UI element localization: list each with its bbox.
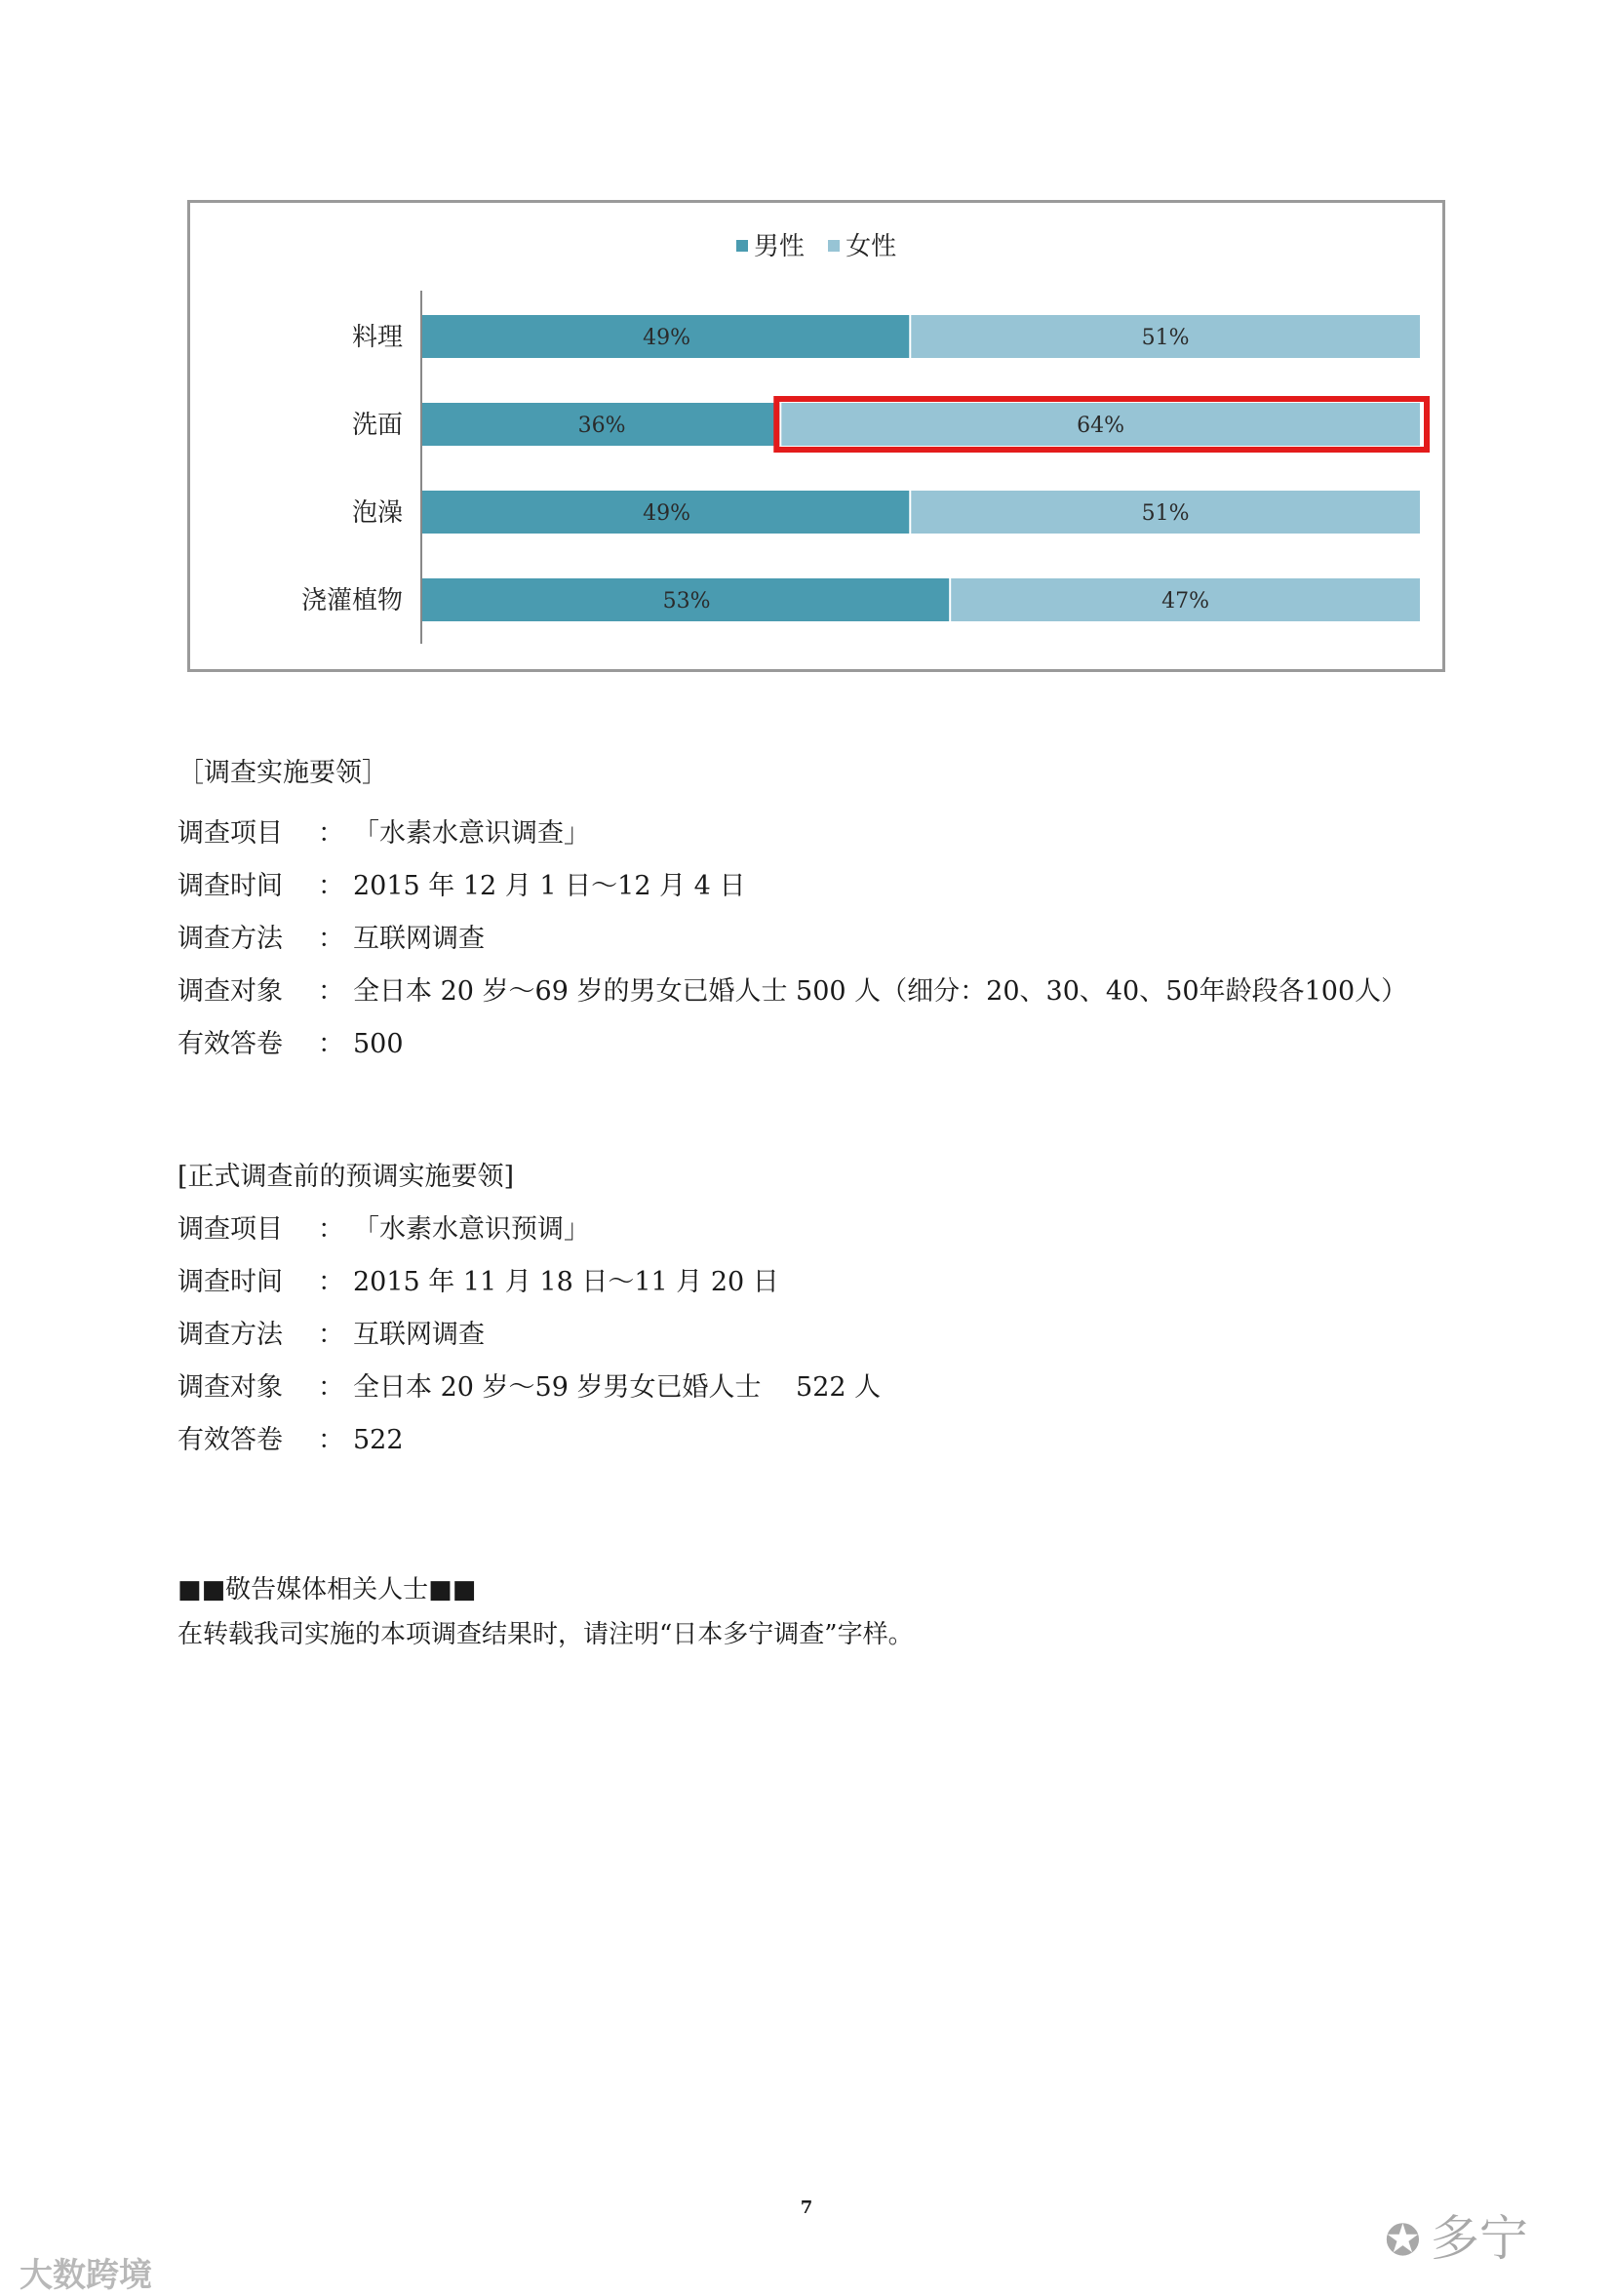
category-label: 浇灌植物 <box>300 586 403 615</box>
info-key: 调查对象 <box>177 1372 283 1403</box>
survey-rows <box>177 808 1407 1071</box>
data-label: 53% <box>662 589 711 614</box>
stacked-bar-chart <box>190 203 1442 669</box>
pre-survey-title: [正式调查前的预调实施要领] <box>177 1162 515 1192</box>
legend-label-male: 男性 <box>753 232 805 261</box>
info-value: 2015 年 12 月 1 日～12 月 4 日 <box>353 871 746 901</box>
info-separator: ： <box>318 1425 344 1455</box>
info-value: 「水素水意识预调」 <box>353 1214 590 1245</box>
info-value: 500 <box>353 1029 404 1059</box>
info-row <box>177 966 1407 1018</box>
watermark-logo-right: ✪ 多宁 <box>1385 2210 1528 2267</box>
notice-text: 在转载我司实施的本项调查结果时，请注明“日本多宁调查”字样。 <box>177 1620 914 1649</box>
info-key: 有效答卷 <box>177 1029 283 1059</box>
info-key: 调查方法 <box>177 924 283 954</box>
category-label: 泡澡 <box>351 498 403 528</box>
info-separator: ： <box>318 1029 344 1059</box>
info-row <box>177 1018 1407 1071</box>
pre-survey-section <box>177 1151 881 1467</box>
data-label: 49% <box>643 501 691 526</box>
info-key: 调查项目 <box>177 1214 283 1245</box>
info-separator: ： <box>318 1320 344 1350</box>
info-key: 调查时间 <box>177 1267 283 1297</box>
watermark-logo-left: 大数跨境 <box>20 2256 152 2295</box>
info-key: 有效答卷 <box>177 1425 283 1455</box>
info-value: 2015 年 11 月 18 日～11 月 20 日 <box>353 1267 779 1297</box>
info-key: 调查时间 <box>177 871 283 901</box>
page-number: 7 <box>800 2197 813 2218</box>
info-separator: ： <box>318 818 344 849</box>
info-key: 调查项目 <box>177 818 283 849</box>
info-value: 「水素水意识调查」 <box>353 818 590 849</box>
survey-section <box>177 747 1407 1071</box>
info-row <box>177 1362 881 1414</box>
data-label: 47% <box>1161 589 1210 614</box>
category-label: 洗面 <box>351 411 403 440</box>
info-value: 互联网调查 <box>353 924 485 954</box>
media-notice <box>177 1567 914 1657</box>
wechat-icon: ✪ <box>1385 2216 1421 2266</box>
info-row <box>177 1204 881 1256</box>
info-value: 522 <box>353 1425 404 1455</box>
info-value: 全日本 20 岁～69 岁的男女已婚人士 500 人（细分：20、30、40、50年龄段各100人） <box>353 976 1408 1007</box>
info-row <box>177 860 1407 913</box>
info-row <box>177 913 1407 966</box>
info-separator: ： <box>318 924 344 954</box>
data-label: 64% <box>1077 414 1125 438</box>
info-separator: ： <box>318 976 344 1007</box>
chart-container <box>187 200 1445 672</box>
category-label: 料理 <box>351 323 403 352</box>
legend-label-female: 女性 <box>846 232 897 261</box>
info-row <box>177 1309 881 1362</box>
info-row <box>177 1414 881 1467</box>
info-value: 互联网调查 <box>353 1320 485 1350</box>
info-value: 全日本 20 岁～59 岁男女已婚人士 522 人 <box>353 1372 882 1403</box>
pre-survey-rows <box>177 1204 881 1467</box>
info-separator: ： <box>318 871 344 901</box>
data-label: 51% <box>1141 326 1190 350</box>
data-label: 36% <box>577 414 626 438</box>
notice-heading: ■■敬告媒体相关人士■■ <box>177 1575 477 1604</box>
info-key: 调查方法 <box>177 1320 283 1350</box>
info-row <box>177 808 1407 860</box>
data-label: 51% <box>1141 501 1190 526</box>
survey-title: ［调查实施要领］ <box>177 758 388 788</box>
info-separator: ： <box>318 1372 344 1403</box>
info-row <box>177 1256 881 1309</box>
info-key: 调查对象 <box>177 976 283 1007</box>
data-label: 49% <box>643 326 691 350</box>
info-separator: ： <box>318 1214 344 1245</box>
info-separator: ： <box>318 1267 344 1297</box>
